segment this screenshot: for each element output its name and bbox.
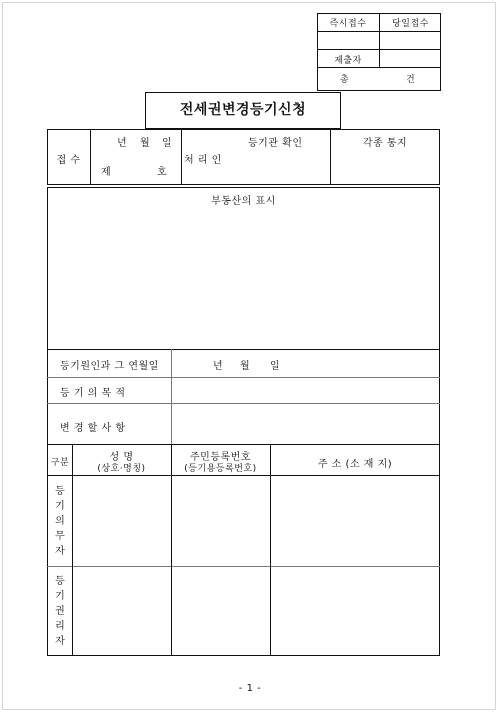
purpose-field[interactable]	[172, 378, 439, 403]
immediate-receipt-label: 즉시접수	[329, 19, 367, 29]
day-label: 일	[162, 138, 173, 149]
submitter-label: 제출자	[334, 56, 362, 66]
cause-day-label: 일	[270, 361, 281, 372]
obligor-label: 등 기 의 무 자	[55, 486, 65, 557]
month-label: 월	[140, 138, 151, 149]
page-number: - 1 -	[238, 683, 262, 694]
count-unit-label: 건	[406, 75, 416, 85]
purpose-label: 등 기 의 목 적	[60, 388, 126, 399]
holder-row[interactable]	[73, 567, 439, 656]
obligor-row[interactable]	[73, 476, 439, 566]
property-display-area[interactable]	[48, 207, 439, 348]
cause-year-label: 년	[213, 361, 224, 372]
processor-label: 처 리 인	[184, 155, 222, 166]
number-label: 제	[101, 167, 112, 178]
id-header: 주민등록번호	[190, 452, 251, 463]
cause-month-label: 월	[240, 361, 251, 372]
id-subheader: (등기용등록번호)	[184, 464, 257, 474]
change-items-field[interactable]	[172, 404, 439, 444]
change-items-label: 변 경 할 사 항	[60, 423, 126, 434]
address-header: 주 소 (소 재 지)	[317, 459, 393, 470]
total-label: 총	[340, 75, 350, 85]
cause-date-label: 등기원인과 그 연월일	[60, 361, 159, 372]
reception-label: 접 수	[56, 155, 81, 166]
number-suffix-label: 호	[157, 167, 168, 178]
holder-label: 등 기 권 리 자	[55, 576, 65, 647]
year-label: 년	[117, 138, 128, 149]
notice-label: 각종 통지	[362, 138, 408, 149]
name-subheader: (상호·명칭)	[97, 464, 146, 474]
property-display-label: 부동산의 표시	[211, 196, 276, 207]
same-day-receipt-label: 당일접수	[392, 19, 429, 29]
cause-date-field[interactable]	[172, 350, 439, 377]
title-box	[145, 92, 341, 129]
registrar-check-label: 등기관 확인	[248, 138, 303, 149]
name-header: 성 명	[109, 452, 134, 463]
division-header: 구분	[50, 458, 70, 468]
form-title: 전세권변경등기신청	[179, 102, 307, 118]
